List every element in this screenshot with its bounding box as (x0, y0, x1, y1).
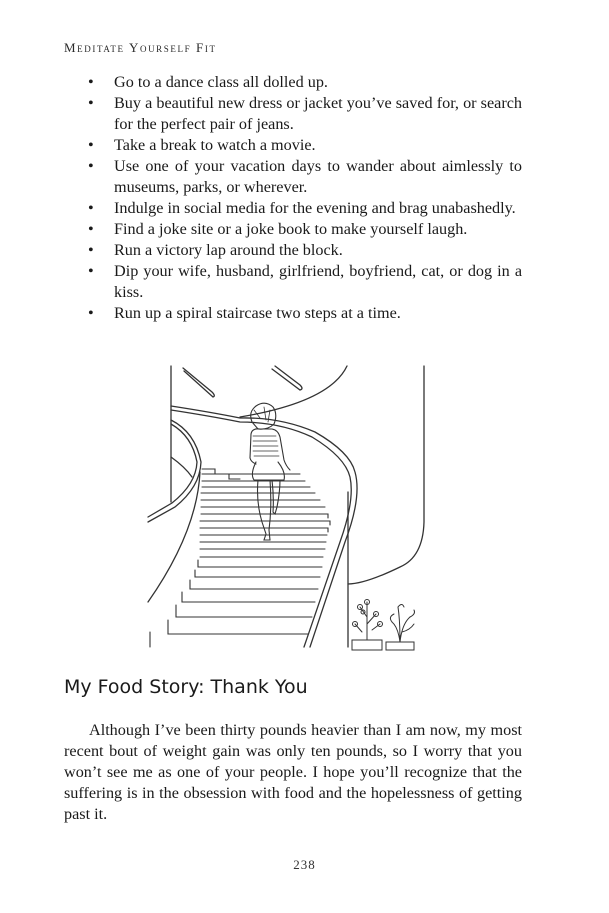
left-handrail (148, 424, 197, 517)
list-item-text: Take a break to watch a movie. (114, 136, 316, 154)
bullet-glyph: • (88, 241, 94, 259)
bullet-glyph: • (88, 136, 94, 154)
list-item (88, 198, 522, 219)
bullet-glyph: • (88, 157, 94, 175)
section-heading: My Food Story: Thank You (64, 676, 308, 698)
left-handrail (148, 420, 201, 522)
bullet-glyph: • (88, 220, 94, 238)
list-item (88, 93, 522, 135)
running-head: Meditate Yourself Fit (64, 40, 217, 55)
list-item-text: Run a victory lap around the block. (114, 241, 343, 259)
list-item (88, 261, 522, 303)
bullet-glyph: • (88, 94, 94, 112)
right-wall-line (348, 366, 424, 584)
list-item-text: Use one of your vacation days to wander about aimlessly to museums, parks, or wherever. (114, 157, 522, 196)
list-item (88, 303, 522, 324)
list-item-text: Dip your wife, husband, girlfriend, boyfriend, cat, or dog in a kiss. (114, 262, 522, 301)
bullet-glyph: • (88, 304, 94, 322)
list-item-text: Buy a beautiful new dress or jacket you’ve saved for, or search for the perfect pair of jeans. (114, 94, 522, 133)
list-item-text: Find a joke site or a joke book to make yourself laugh. (114, 220, 468, 238)
list-item-text: Run up a spiral staircase two steps at a time. (114, 304, 401, 322)
body-paragraph: Although I’ve been thirty pounds heavier than I am now, my most recent bout of weight gain was only ten pounds, so I worry that you won’t see me as one of your people. I hope you’ll recognize that the suffering is in the obsession with food and the hopelessness of getting past it. (64, 721, 522, 823)
bullet-glyph: • (88, 199, 94, 217)
list-item (88, 72, 522, 93)
bullet-list (88, 72, 522, 324)
list-item (88, 156, 522, 198)
stair-stringer (148, 472, 200, 602)
bullet-glyph: • (88, 73, 94, 91)
bullet-glyph: • (88, 262, 94, 280)
page-number: 238 (293, 857, 316, 872)
list-item (88, 240, 522, 261)
staircase-illustration (140, 362, 440, 652)
ceiling-light (272, 366, 302, 390)
potted-plants-icon (352, 600, 415, 651)
list-item-text: Indulge in social media for the evening and brag unabashedly. (114, 199, 516, 217)
list-item (88, 135, 522, 156)
stair-steps (150, 469, 330, 647)
left-wall-curve (171, 457, 192, 477)
ceiling-light (183, 368, 214, 397)
list-item-text: Go to a dance class all dolled up. (114, 73, 328, 91)
list-item (88, 219, 522, 240)
ceiling-curve (240, 366, 347, 417)
